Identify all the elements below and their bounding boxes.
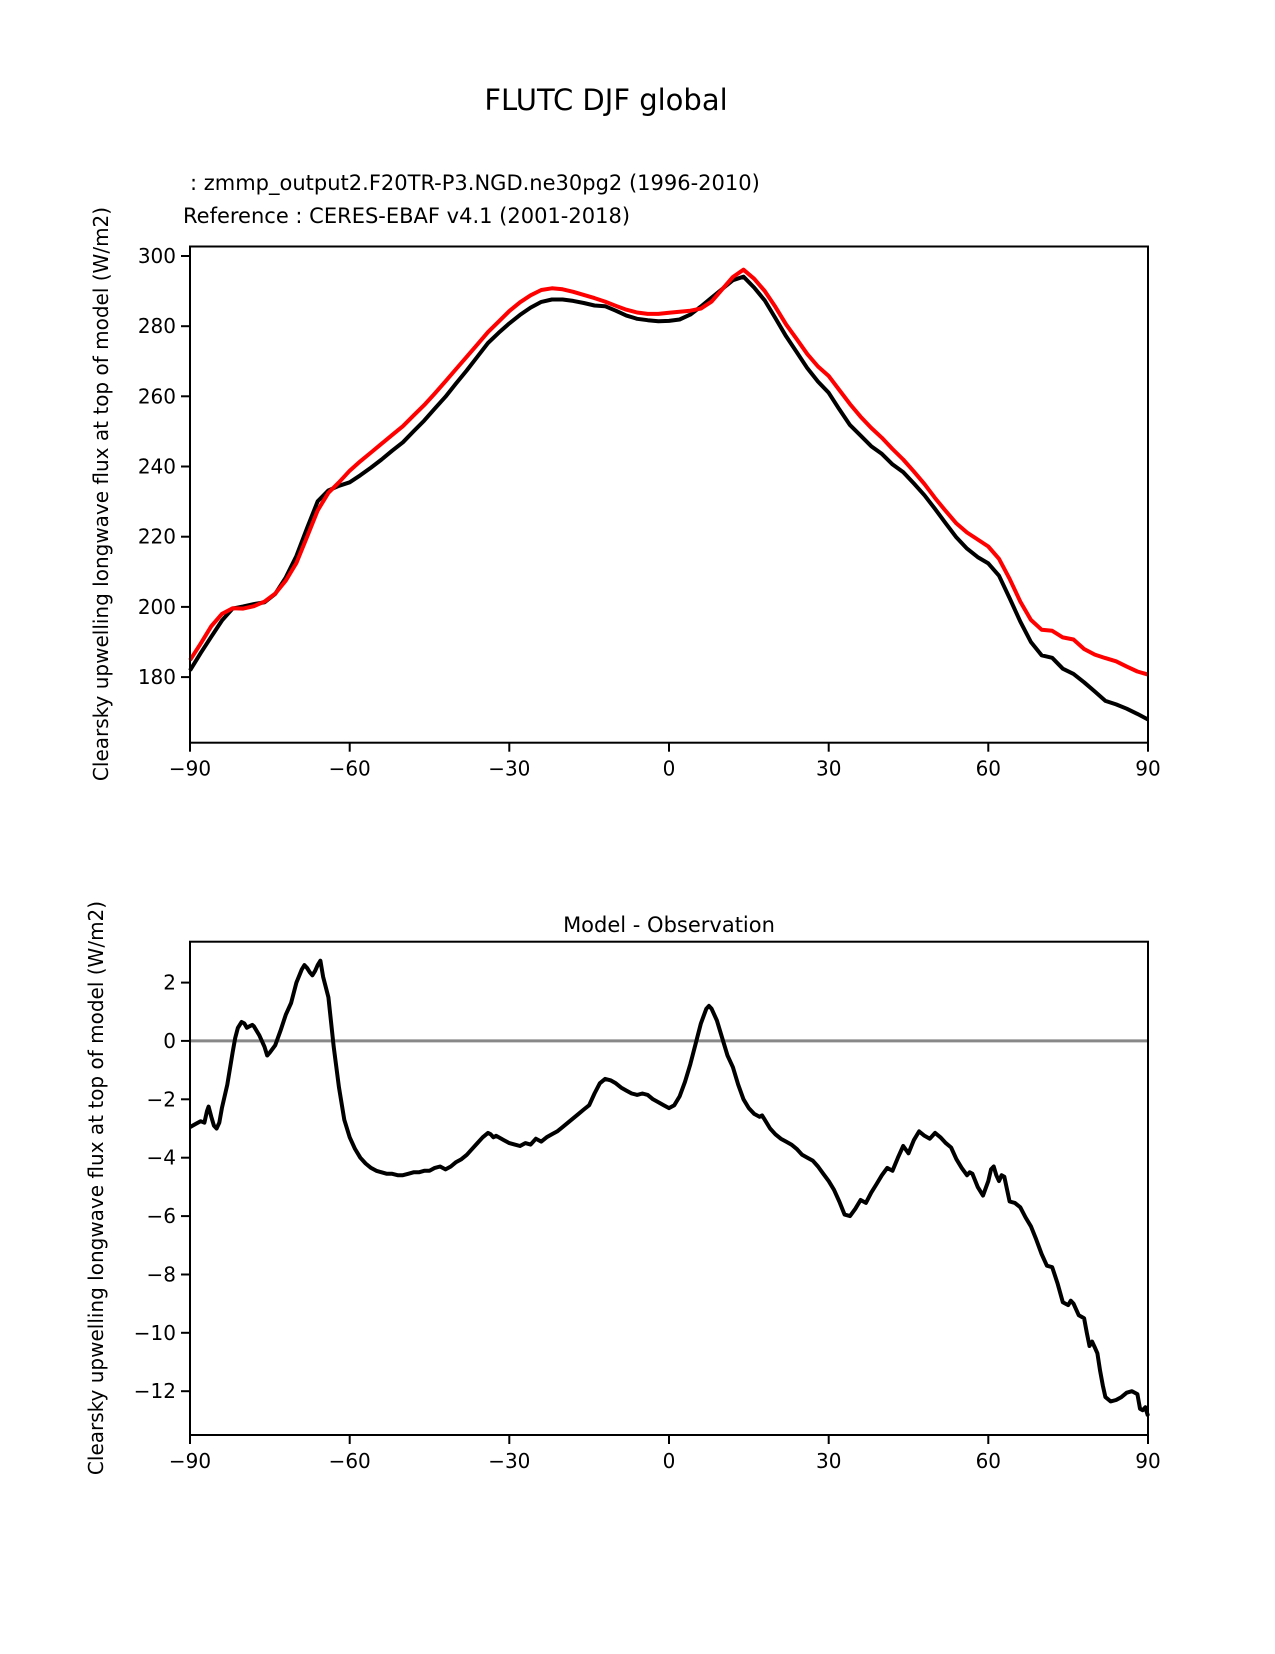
x-tick-label: −60 <box>328 756 371 781</box>
x-tick-label: −30 <box>488 756 531 781</box>
y-tick-label: 240 <box>137 454 176 479</box>
legend-model-label: : zmmp_output2.F20TR-P3.NGD.ne30pg2 (1996-2010) <box>190 171 760 195</box>
x-tick-label: 90 <box>1135 1449 1161 1473</box>
y-tick-label: 2 <box>163 970 176 995</box>
y-tick-label: −2 <box>146 1087 176 1112</box>
reference-line <box>190 270 1148 675</box>
y-tick-label: 200 <box>137 594 176 619</box>
bottom-plot-title: Model - Observation <box>563 913 775 937</box>
y-tick-label: 280 <box>137 314 176 339</box>
x-tick-label: −90 <box>168 756 212 781</box>
y-tick-label: −4 <box>146 1145 176 1170</box>
model-minus-observation-line <box>190 961 1148 1416</box>
y-tick-label: −8 <box>146 1262 176 1287</box>
x-tick-label: 0 <box>662 1449 676 1473</box>
y-tick-label: −12 <box>133 1379 176 1404</box>
x-tick-label: 0 <box>662 756 676 781</box>
x-tick-label: 60 <box>975 756 1002 781</box>
y-tick-label: 0 <box>163 1028 176 1053</box>
x-tick-label: −30 <box>488 1449 531 1473</box>
model-line <box>190 277 1148 720</box>
top-plot-ylabel: Clearsky upwelling longwave flux at top of model (W/m2) <box>89 206 113 782</box>
legend-reference-label: Reference : CERES-EBAF v4.1 (2001-2018) <box>183 204 631 228</box>
y-tick-label: −6 <box>146 1204 176 1229</box>
x-tick-label: 90 <box>1135 756 1161 781</box>
x-tick-label: −90 <box>168 1449 212 1473</box>
y-tick-label: 260 <box>137 384 176 409</box>
bottom-plot-ylabel: Clearsky upwelling longwave flux at top of model (W/m2) <box>84 900 108 1476</box>
x-tick-label: 30 <box>815 1449 842 1473</box>
figure-title: FLUTC DJF global <box>484 83 728 117</box>
y-tick-label: −10 <box>133 1320 176 1345</box>
y-tick-label: 300 <box>137 244 176 268</box>
top-plot <box>138 244 1161 781</box>
y-tick-label: 180 <box>137 665 176 690</box>
x-tick-label: 30 <box>815 756 842 781</box>
plot-frame <box>190 942 1148 1435</box>
bottom-plot <box>134 942 1161 1473</box>
x-tick-label: 60 <box>975 1449 1002 1473</box>
x-tick-label: −60 <box>328 1449 371 1473</box>
y-tick-label: 220 <box>137 524 176 549</box>
